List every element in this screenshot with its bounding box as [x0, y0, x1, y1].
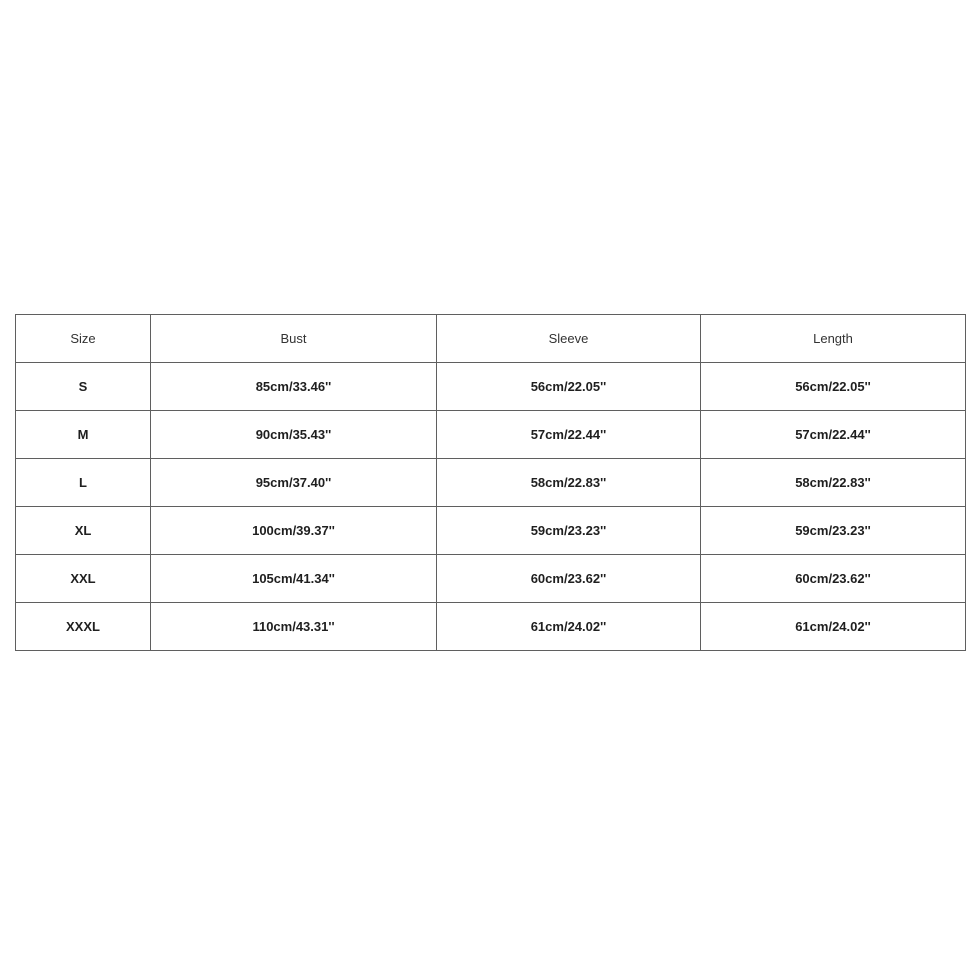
table-row — [16, 459, 966, 507]
cell-sleeve: 56cm/22.05'' — [437, 363, 701, 411]
cell-size: M — [16, 411, 151, 459]
cell-length: 60cm/23.62'' — [701, 555, 966, 603]
cell-bust: 105cm/41.34'' — [151, 555, 437, 603]
header-sleeve: Sleeve — [437, 315, 701, 363]
cell-length: 57cm/22.44'' — [701, 411, 966, 459]
table-row — [16, 507, 966, 555]
cell-size: XXXL — [16, 603, 151, 651]
cell-bust: 85cm/33.46'' — [151, 363, 437, 411]
cell-sleeve: 59cm/23.23'' — [437, 507, 701, 555]
cell-sleeve: 58cm/22.83'' — [437, 459, 701, 507]
table-row — [16, 555, 966, 603]
cell-length: 58cm/22.83'' — [701, 459, 966, 507]
table-header-row — [16, 315, 966, 363]
cell-size: S — [16, 363, 151, 411]
cell-length: 61cm/24.02'' — [701, 603, 966, 651]
header-length: Length — [701, 315, 966, 363]
header-bust: Bust — [151, 315, 437, 363]
cell-size: L — [16, 459, 151, 507]
cell-bust: 110cm/43.31'' — [151, 603, 437, 651]
table-row — [16, 603, 966, 651]
cell-length: 56cm/22.05'' — [701, 363, 966, 411]
table-row — [16, 363, 966, 411]
cell-bust: 90cm/35.43'' — [151, 411, 437, 459]
cell-length: 59cm/23.23'' — [701, 507, 966, 555]
cell-sleeve: 60cm/23.62'' — [437, 555, 701, 603]
table-row — [16, 411, 966, 459]
size-chart-table — [15, 314, 966, 651]
cell-sleeve: 57cm/22.44'' — [437, 411, 701, 459]
cell-size: XXL — [16, 555, 151, 603]
cell-size: XL — [16, 507, 151, 555]
cell-bust: 95cm/37.40'' — [151, 459, 437, 507]
cell-sleeve: 61cm/24.02'' — [437, 603, 701, 651]
header-size: Size — [16, 315, 151, 363]
cell-bust: 100cm/39.37'' — [151, 507, 437, 555]
